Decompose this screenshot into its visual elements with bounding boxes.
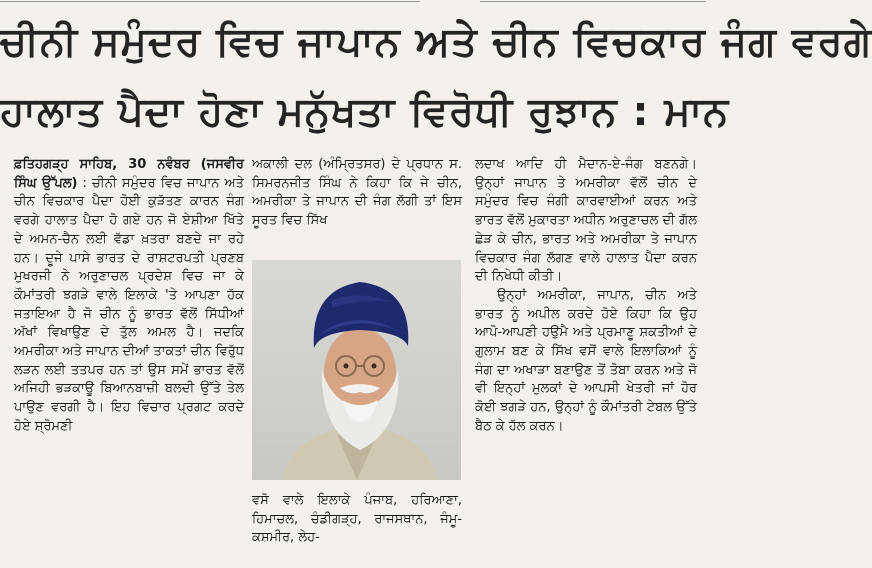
column-2-text-top: ਅਕਾਲੀ ਦਲ (ਅੰਮ੍ਰਿਤਸਰ) ਦੇ ਪ੍ਰਧਾਨ ਸ. ਸਿਮਰਨਜੀਤ ਸਿੰਘ ਨੇ ਕਿਹਾ ਕਿ ਜੇ ਚੀਨ, ਅਮਰੀਕਾ ਤੇ ਜਾਪਾਨ ਦੀ ਜੰਗ ਲੱਗੀ ਤਾਂ ਇਸ ਸੂਰਤ ਵਿਚ ਸਿੱਖ: [252, 157, 462, 229]
top-rule: [0, 0, 706, 6]
article-column-2-bottom: [252, 492, 462, 548]
column-1-text: : ਚੀਨੀ ਸਮੁੰਦਰ ਵਿਚ ਜਾਪਾਨ ਅਤੇ ਚੀਨ ਵਿਚਕਾਰ ਪੈਦਾ ਹੋਈ ਕੁੜੱਤਣ ਕਾਰਨ ਜੰਗ ਵਰਗੇ ਹਾਲਾਤ ਪੈਦਾ ਹੋ ਗਏ ਹਨ ਜੋ ਏਸ਼ੀਆ ਖਿੱਤੇ ਦੇ ਅਮਨ-ਚੈਨ ਲਈ ਵੱਡਾ ਖ਼ਤਰਾ ਬਣਦੇ ਜਾ ਰਹੇ ਹਨ। ਦੂਜੇ ਪਾਸੇ ਭਾਰਤ ਦੇ ਰਾਸ਼ਟਰਪਤੀ ਪ੍ਰਣਬ ਮੁਖਰਜੀ ਨੇ ਅਰੁਣਾਚਲ ਪ੍ਰਦੇਸ਼ ਵਿਚ ਜਾ ਕੇ ਕੌਮਾਂਤਰੀ ਝਗੜੇ ਵਾਲੇ ਇਲਾਕੇ 'ਤੇ ਆਪਣਾ ਹੱਕ ਜਤਾਇਆ ਹੈ ਜੋ ਚੀਨ ਨੂੰ ਭਾਰਤ ਵੱਲੋਂ ਸਿੱਧੀਆਂ ਅੱਖਾਂ ਵਿਖਾਉਣ ਦੇ ਤੁੱਲ ਅਮਲ ਹੈ। ਜਦਕਿ ਅਮਰੀਕਾ ਅਤੇ ਜਾਪਾਨ ਦੀਆਂ ਤਾਕਤਾਂ ਚੀਨ ਵਿਰੁੱਧ ਲੜਨ ਲਈ ਤਤਪਰ ਹਨ ਤਾਂ ਉਸ ਸਮੇਂ ਭਾਰਤ ਵੱਲੋਂ ਅਜਿਹੀ ਭੜਕਾਊ ਬਿਆਨਬਾਜ਼ੀ ਬਲਦੀ ਉੱਤੇ ਤੇਲ ਪਾਉਣ ਵਰਗੀ ਹੈ। ਇਹ ਵਿਚਾਰ ਪ੍ਰਗਟ ਕਰਦੇ ਹੋਏ ਸ਼੍ਰੋਮਣੀ: [14, 175, 244, 434]
dateline: ਫ਼ਤਿਹਗੜ੍ਹ ਸਾਹਿਬ, 30 ਨਵੰਬਰ (ਜਸਵੀਰ ਸਿੰਘ ਉੱਪਲ): [14, 157, 244, 191]
portrait-photo: [252, 260, 461, 480]
headline-line-2: ਹਾਲਾਤ ਪੈਦਾ ਹੋਣਾ ਮਨੁੱਖਤਾ ਵਿਰੋਧੀ ਰੁਝਾਨ : ਮਾਨ: [0, 89, 730, 135]
portrait-sikh-man-icon: [252, 260, 461, 480]
rule-left: [0, 1, 420, 5]
article-column-2: [252, 156, 462, 231]
column-3-paragraph-2: ਉਨ੍ਹਾਂ ਅਮਰੀਕਾ, ਜਾਪਾਨ, ਚੀਨ ਅਤੇ ਭਾਰਤ ਨੂੰ ਅਪੀਲ ਕਰਦੇ ਹੋਏ ਕਿਹਾ ਕਿ ਉਹ ਆਪੋ-ਆਪਣੀ ਹਉਮੈ ਅਤੇ ਪ੍ਰਮਾਣੂ ਸ਼ਕਤੀਆਂ ਦੇ ਗੁਲਾਮ ਬਣ ਕੇ ਸਿੱਖ ਵਸੋਂ ਵਾਲੇ ਇਲਾਕਿਆਂ ਨੂੰ ਜੰਗ ਦਾ ਅਖਾੜਾ ਬਣਾਉਣ ਤੋਂ ਤੋਬਾ ਕਰਨ ਅਤੇ ਜੋ ਵੀ ਇਨ੍ਹਾਂ ਮੁਲਕਾਂ ਦੇ ਆਪਸੀ ਖੇਤਰੀ ਜਾਂ ਹੋਰ ਕੋਈ ਝਗੜੇ ਹਨ, ਉਨ੍ਹਾਂ ਨੂੰ ਕੌਮਾਂਤਰੀ ਟੇਬਲ ਉੱਤੇ ਬੈਠ ਕੇ ਹੱਲ ਕਰਨ।: [475, 287, 697, 434]
column-2-text-bottom: ਵਸੋ ਵਾਲੇ ਇਲਾਕੇ ਪੰਜਾਬ, ਹਰਿਆਣਾ, ਹਿਮਾਚਲ, ਚੰਡੀਗੜ੍ਹ, ਰਾਜਸਥਾਨ, ਜੰਮੂ-ਕਸ਼ਮੀਰ, ਲੇਹ-: [252, 493, 462, 546]
column-3-paragraph-1: ਲਦਾਖ ਆਦਿ ਹੀ ਮੈਦਾਨ-ਏ-ਜੰਗ ਬਣਨਗੇ। ਉਨ੍ਹਾਂ ਜਾਪਾਨ ਤੇ ਅਮਰੀਕਾ ਵੱਲੋਂ ਚੀਨ ਦੇ ਸਮੁੰਦਰ ਵਿਚ ਜੰਗੀ ਕਾਰਵਾਈਆਂ ਕਰਨ ਅਤੇ ਭਾਰਤ ਵੱਲੋਂ ਮੁਕਾਰਤਾ ਅਧੀਨ ਅਰੁਣਾਚਲ ਦੀ ਗੱਲ ਛੇੜ ਕੇ ਚੀਨ, ਭਾਰਤ ਅਤੇ ਅਮਰੀਕਾ ਤੇ ਜਾਪਾਨ ਵਿਚਕਾਰ ਜੰਗ ਲੱਗਣ ਵਾਲੇ ਹਾਲਾਤ ਪੈਦਾ ਕਰਨ ਦੀ ਨਿਖੇਧੀ ਕੀਤੀ।: [475, 157, 697, 285]
article-column-1: [14, 156, 244, 437]
rule-right: [480, 1, 706, 5]
headline-line-1: ਚੀਨੀ ਸਮੁੰਦਰ ਵਿਚ ਜਾਪਾਨ ਅਤੇ ਚੀਨ ਵਿਚਕਾਰ ਜੰਗ ਵਰਗੇ: [0, 19, 872, 65]
article-column-3: [475, 156, 697, 437]
